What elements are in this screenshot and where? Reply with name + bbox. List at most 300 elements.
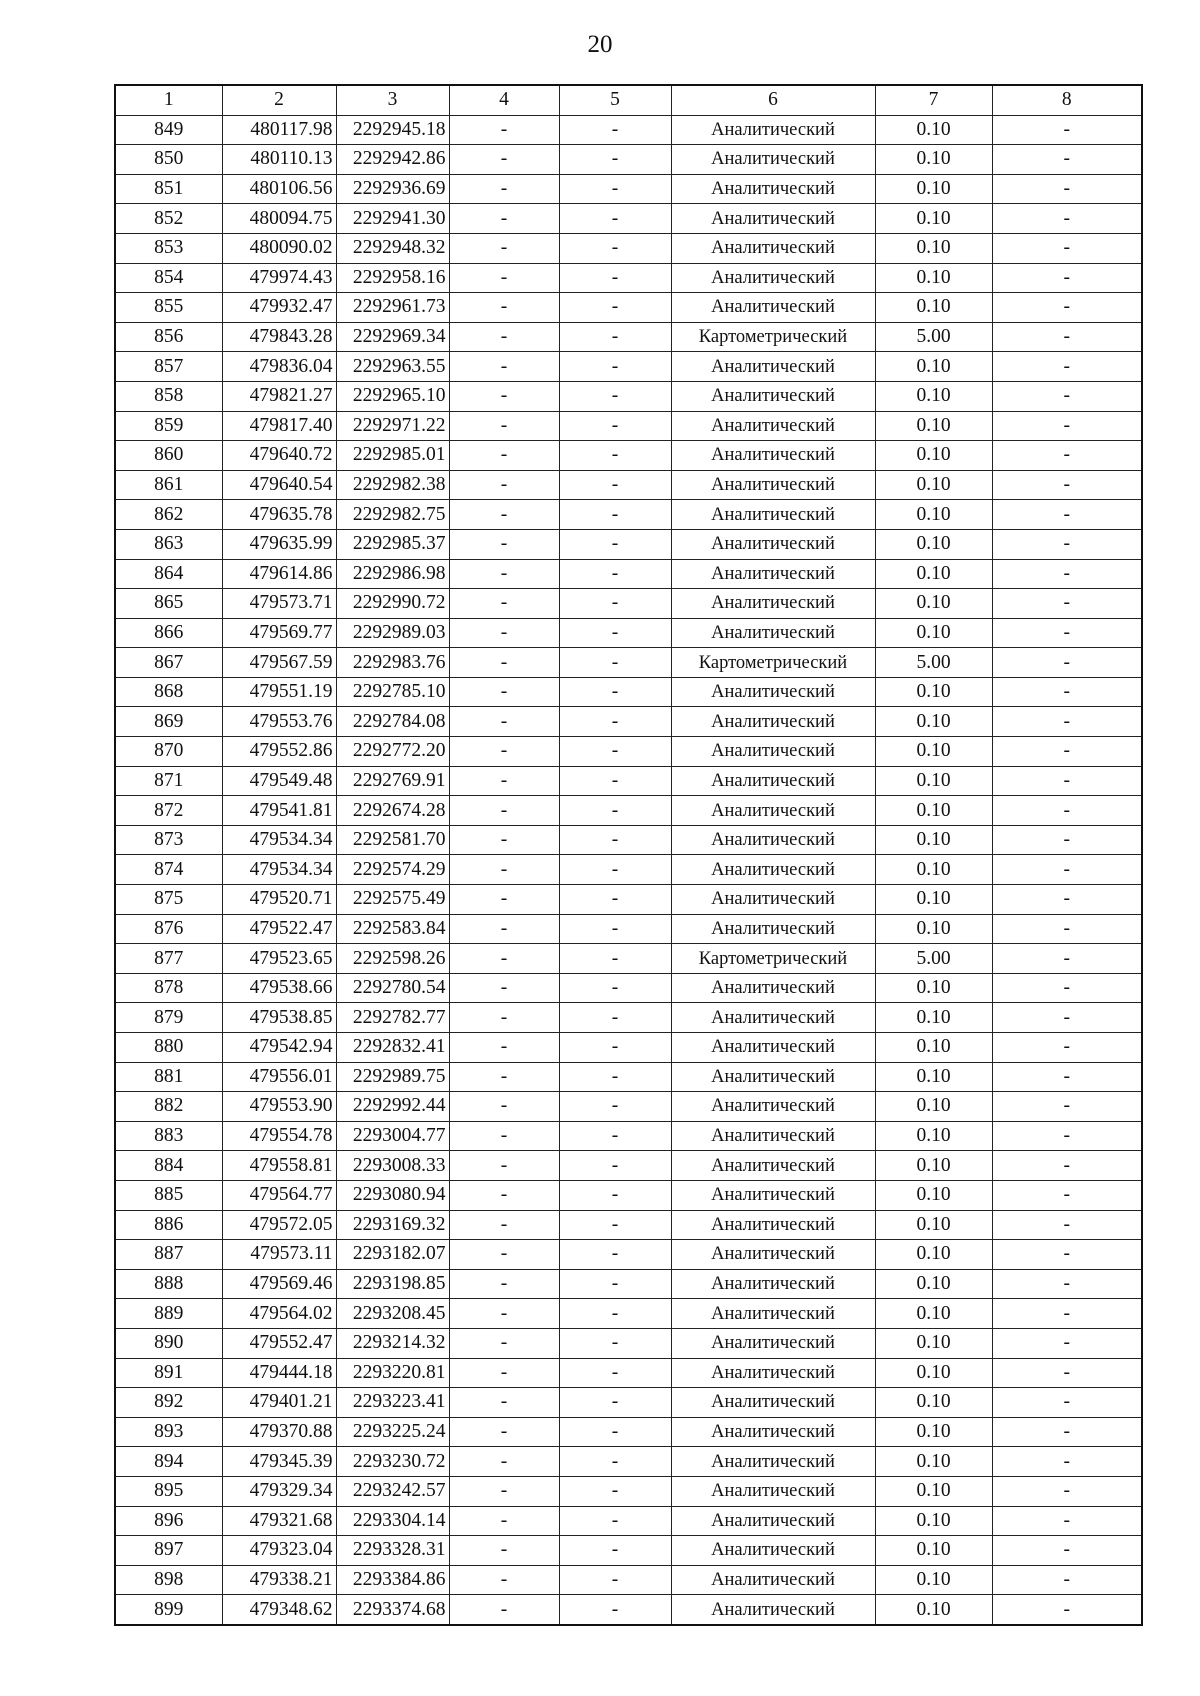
y-coordinate-cell: 2292784.08 [336,707,449,737]
column-5-cell: - [559,1180,671,1210]
x-coordinate-cell: 479323.04 [222,1536,336,1566]
x-coordinate-cell: 479556.01 [222,1062,336,1092]
x-coordinate-cell: 480106.56 [222,174,336,204]
point-number-cell: 877 [115,944,222,974]
accuracy-cell: 0.10 [875,1417,992,1447]
y-coordinate-cell: 2292990.72 [336,589,449,619]
table-row [115,1240,1142,1270]
accuracy-cell: 0.10 [875,263,992,293]
column-8-cell: - [992,1210,1142,1240]
column-4-cell: - [449,914,559,944]
column-5-cell: - [559,1210,671,1240]
column-8-cell: - [992,1269,1142,1299]
y-coordinate-cell: 2293242.57 [336,1476,449,1506]
column-8-cell: - [992,1476,1142,1506]
column-8-cell: - [992,263,1142,293]
column-8-cell: - [992,441,1142,471]
accuracy-cell: 0.10 [875,1595,992,1625]
x-coordinate-cell: 479534.34 [222,855,336,885]
point-number-cell: 870 [115,737,222,767]
y-coordinate-cell: 2292936.69 [336,174,449,204]
column-8-cell: - [992,707,1142,737]
table-row [115,1269,1142,1299]
point-number-cell: 863 [115,529,222,559]
method-cell: Аналитический [671,1476,875,1506]
table-row [115,145,1142,175]
column-8-cell: - [992,677,1142,707]
accuracy-cell: 0.10 [875,885,992,915]
table-row [115,1328,1142,1358]
column-5-cell: - [559,233,671,263]
y-coordinate-cell: 2293214.32 [336,1328,449,1358]
table-row [115,1506,1142,1536]
method-cell: Аналитический [671,885,875,915]
y-coordinate-cell: 2292598.26 [336,944,449,974]
column-4-cell: - [449,1595,559,1625]
y-coordinate-cell: 2293304.14 [336,1506,449,1536]
column-4-cell: - [449,648,559,678]
accuracy-cell: 0.10 [875,381,992,411]
x-coordinate-cell: 479817.40 [222,411,336,441]
point-number-cell: 866 [115,618,222,648]
method-cell: Аналитический [671,145,875,175]
y-coordinate-cell: 2293169.32 [336,1210,449,1240]
point-number-cell: 896 [115,1506,222,1536]
column-4-cell: - [449,470,559,500]
column-5-cell: - [559,204,671,234]
column-4-cell: - [449,559,559,589]
table-row [115,1595,1142,1625]
y-coordinate-cell: 2292958.16 [336,263,449,293]
column-8-cell: - [992,618,1142,648]
column-header-1: 1 [115,85,222,115]
point-number-cell: 855 [115,293,222,323]
table-row [115,1092,1142,1122]
point-number-cell: 859 [115,411,222,441]
column-5-cell: - [559,500,671,530]
column-4-cell: - [449,1476,559,1506]
column-5-cell: - [559,1240,671,1270]
x-coordinate-cell: 479843.28 [222,322,336,352]
method-cell: Аналитический [671,618,875,648]
column-4-cell: - [449,1565,559,1595]
column-4-cell: - [449,973,559,1003]
method-cell: Аналитический [671,559,875,589]
y-coordinate-cell: 2292583.84 [336,914,449,944]
column-5-cell: - [559,145,671,175]
point-number-cell: 889 [115,1299,222,1329]
point-number-cell: 856 [115,322,222,352]
column-4-cell: - [449,381,559,411]
column-8-cell: - [992,529,1142,559]
column-5-cell: - [559,441,671,471]
y-coordinate-cell: 2293384.86 [336,1565,449,1595]
column-5-cell: - [559,174,671,204]
column-8-cell: - [992,559,1142,589]
table-body [115,115,1142,1625]
table-row [115,381,1142,411]
column-8-cell: - [992,1358,1142,1388]
y-coordinate-cell: 2293008.33 [336,1151,449,1181]
y-coordinate-cell: 2293080.94 [336,1180,449,1210]
x-coordinate-cell: 479401.21 [222,1388,336,1418]
point-number-cell: 871 [115,766,222,796]
table-row [115,973,1142,1003]
column-4-cell: - [449,233,559,263]
column-header-5: 5 [559,85,671,115]
x-coordinate-cell: 479569.77 [222,618,336,648]
column-8-cell: - [992,1536,1142,1566]
method-cell: Аналитический [671,796,875,826]
accuracy-cell: 0.10 [875,1240,992,1270]
column-8-cell: - [992,1003,1142,1033]
column-8-cell: - [992,1328,1142,1358]
x-coordinate-cell: 479551.19 [222,677,336,707]
column-4-cell: - [449,1003,559,1033]
accuracy-cell: 0.10 [875,204,992,234]
table-row [115,589,1142,619]
column-5-cell: - [559,115,671,145]
x-coordinate-cell: 479345.39 [222,1447,336,1477]
y-coordinate-cell: 2292985.37 [336,529,449,559]
column-5-cell: - [559,529,671,559]
column-8-cell: - [992,115,1142,145]
column-4-cell: - [449,1328,559,1358]
table-row [115,707,1142,737]
column-8-cell: - [992,1565,1142,1595]
point-number-cell: 897 [115,1536,222,1566]
table-row [115,1417,1142,1447]
column-5-cell: - [559,1388,671,1418]
point-number-cell: 881 [115,1062,222,1092]
point-number-cell: 860 [115,441,222,471]
x-coordinate-cell: 479573.11 [222,1240,336,1270]
y-coordinate-cell: 2293230.72 [336,1447,449,1477]
column-4-cell: - [449,618,559,648]
method-cell: Аналитический [671,500,875,530]
column-8-cell: - [992,204,1142,234]
column-5-cell: - [559,1003,671,1033]
column-5-cell: - [559,1151,671,1181]
method-cell: Аналитический [671,411,875,441]
column-4-cell: - [449,1121,559,1151]
x-coordinate-cell: 480094.75 [222,204,336,234]
x-coordinate-cell: 480090.02 [222,233,336,263]
accuracy-cell: 0.10 [875,825,992,855]
x-coordinate-cell: 480117.98 [222,115,336,145]
column-5-cell: - [559,1328,671,1358]
accuracy-cell: 0.10 [875,1565,992,1595]
method-cell: Аналитический [671,1595,875,1625]
column-8-cell: - [992,500,1142,530]
method-cell: Аналитический [671,381,875,411]
point-number-cell: 892 [115,1388,222,1418]
y-coordinate-cell: 2292780.54 [336,973,449,1003]
column-4-cell: - [449,352,559,382]
x-coordinate-cell: 479572.05 [222,1210,336,1240]
table-row [115,1151,1142,1181]
table-row [115,1536,1142,1566]
column-8-cell: - [992,293,1142,323]
x-coordinate-cell: 479329.34 [222,1476,336,1506]
accuracy-cell: 0.10 [875,411,992,441]
accuracy-cell: 0.10 [875,766,992,796]
column-5-cell: - [559,1447,671,1477]
accuracy-cell: 0.10 [875,1121,992,1151]
point-number-cell: 895 [115,1476,222,1506]
column-4-cell: - [449,825,559,855]
column-8-cell: - [992,1447,1142,1477]
column-8-cell: - [992,1062,1142,1092]
method-cell: Аналитический [671,737,875,767]
method-cell: Аналитический [671,1447,875,1477]
point-number-cell: 894 [115,1447,222,1477]
y-coordinate-cell: 2293182.07 [336,1240,449,1270]
method-cell: Аналитический [671,1151,875,1181]
method-cell: Аналитический [671,174,875,204]
y-coordinate-cell: 2292971.22 [336,411,449,441]
column-4-cell: - [449,1151,559,1181]
column-5-cell: - [559,737,671,767]
method-cell: Картометрический [671,944,875,974]
column-8-cell: - [992,381,1142,411]
column-5-cell: - [559,1595,671,1625]
method-cell: Аналитический [671,1180,875,1210]
column-5-cell: - [559,677,671,707]
column-5-cell: - [559,914,671,944]
accuracy-cell: 0.10 [875,973,992,1003]
accuracy-cell: 0.10 [875,737,992,767]
accuracy-cell: 0.10 [875,1151,992,1181]
accuracy-cell: 0.10 [875,707,992,737]
column-header-6: 6 [671,85,875,115]
column-5-cell: - [559,825,671,855]
column-4-cell: - [449,263,559,293]
method-cell: Аналитический [671,1536,875,1566]
method-cell: Аналитический [671,1003,875,1033]
column-5-cell: - [559,1033,671,1063]
column-8-cell: - [992,1299,1142,1329]
column-8-cell: - [992,973,1142,1003]
accuracy-cell: 0.10 [875,352,992,382]
table-row [115,293,1142,323]
column-5-cell: - [559,796,671,826]
column-4-cell: - [449,944,559,974]
method-cell: Аналитический [671,1506,875,1536]
column-5-cell: - [559,648,671,678]
column-8-cell: - [992,825,1142,855]
point-number-cell: 898 [115,1565,222,1595]
column-8-cell: - [992,796,1142,826]
header-row [115,85,1142,115]
column-8-cell: - [992,855,1142,885]
point-number-cell: 851 [115,174,222,204]
method-cell: Аналитический [671,1210,875,1240]
table-row [115,737,1142,767]
table-row [115,1565,1142,1595]
table-row [115,1388,1142,1418]
column-5-cell: - [559,1417,671,1447]
column-8-cell: - [992,1506,1142,1536]
table-row [115,944,1142,974]
column-4-cell: - [449,677,559,707]
table-row [115,1299,1142,1329]
accuracy-cell: 0.10 [875,1447,992,1477]
column-8-cell: - [992,914,1142,944]
point-number-cell: 893 [115,1417,222,1447]
column-5-cell: - [559,973,671,1003]
column-8-cell: - [992,145,1142,175]
column-4-cell: - [449,174,559,204]
method-cell: Аналитический [671,1033,875,1063]
column-5-cell: - [559,885,671,915]
x-coordinate-cell: 479534.34 [222,825,336,855]
column-5-cell: - [559,618,671,648]
accuracy-cell: 0.10 [875,677,992,707]
column-5-cell: - [559,589,671,619]
x-coordinate-cell: 479538.85 [222,1003,336,1033]
y-coordinate-cell: 2292965.10 [336,381,449,411]
x-coordinate-cell: 479635.78 [222,500,336,530]
accuracy-cell: 0.10 [875,145,992,175]
accuracy-cell: 0.10 [875,293,992,323]
x-coordinate-cell: 479573.71 [222,589,336,619]
accuracy-cell: 0.10 [875,1476,992,1506]
accuracy-cell: 0.10 [875,1388,992,1418]
x-coordinate-cell: 479523.65 [222,944,336,974]
column-5-cell: - [559,293,671,323]
y-coordinate-cell: 2292982.75 [336,500,449,530]
y-coordinate-cell: 2293223.41 [336,1388,449,1418]
x-coordinate-cell: 479444.18 [222,1358,336,1388]
x-coordinate-cell: 479522.47 [222,914,336,944]
table-row [115,825,1142,855]
method-cell: Аналитический [671,1299,875,1329]
column-header-7: 7 [875,85,992,115]
x-coordinate-cell: 479640.72 [222,441,336,471]
column-5-cell: - [559,470,671,500]
accuracy-cell: 0.10 [875,914,992,944]
column-8-cell: - [992,1151,1142,1181]
column-4-cell: - [449,1358,559,1388]
table-row [115,1062,1142,1092]
column-header-3: 3 [336,85,449,115]
column-5-cell: - [559,1092,671,1122]
point-number-cell: 852 [115,204,222,234]
y-coordinate-cell: 2292942.86 [336,145,449,175]
method-cell: Аналитический [671,855,875,885]
column-8-cell: - [992,885,1142,915]
table-row [115,1447,1142,1477]
point-number-cell: 854 [115,263,222,293]
point-number-cell: 865 [115,589,222,619]
method-cell: Аналитический [671,1092,875,1122]
y-coordinate-cell: 2292785.10 [336,677,449,707]
table-row [115,914,1142,944]
table-row [115,618,1142,648]
point-number-cell: 878 [115,973,222,1003]
column-8-cell: - [992,470,1142,500]
y-coordinate-cell: 2292948.32 [336,233,449,263]
method-cell: Аналитический [671,115,875,145]
column-5-cell: - [559,381,671,411]
y-coordinate-cell: 2292982.38 [336,470,449,500]
x-coordinate-cell: 479520.71 [222,885,336,915]
column-5-cell: - [559,263,671,293]
y-coordinate-cell: 2293225.24 [336,1417,449,1447]
column-4-cell: - [449,1536,559,1566]
y-coordinate-cell: 2292989.03 [336,618,449,648]
table-row [115,233,1142,263]
column-8-cell: - [992,322,1142,352]
method-cell: Аналитический [671,1269,875,1299]
accuracy-cell: 5.00 [875,322,992,352]
accuracy-cell: 0.10 [875,1506,992,1536]
column-4-cell: - [449,1180,559,1210]
point-number-cell: 890 [115,1328,222,1358]
method-cell: Аналитический [671,470,875,500]
method-cell: Аналитический [671,707,875,737]
table-row [115,796,1142,826]
x-coordinate-cell: 479558.81 [222,1151,336,1181]
column-8-cell: - [992,737,1142,767]
x-coordinate-cell: 479348.62 [222,1595,336,1625]
x-coordinate-cell: 479321.68 [222,1506,336,1536]
table-row [115,855,1142,885]
accuracy-cell: 0.10 [875,855,992,885]
column-5-cell: - [559,1299,671,1329]
column-8-cell: - [992,1240,1142,1270]
column-4-cell: - [449,1062,559,1092]
column-4-cell: - [449,1092,559,1122]
accuracy-cell: 0.10 [875,618,992,648]
x-coordinate-cell: 479542.94 [222,1033,336,1063]
column-5-cell: - [559,1536,671,1566]
column-5-cell: - [559,1476,671,1506]
column-4-cell: - [449,855,559,885]
column-4-cell: - [449,1033,559,1063]
point-number-cell: 887 [115,1240,222,1270]
column-4-cell: - [449,115,559,145]
table-row [115,1210,1142,1240]
column-4-cell: - [449,1506,559,1536]
point-number-cell: 875 [115,885,222,915]
y-coordinate-cell: 2292992.44 [336,1092,449,1122]
method-cell: Аналитический [671,233,875,263]
column-4-cell: - [449,1447,559,1477]
x-coordinate-cell: 479538.66 [222,973,336,1003]
column-5-cell: - [559,707,671,737]
y-coordinate-cell: 2292574.29 [336,855,449,885]
column-5-cell: - [559,1358,671,1388]
point-number-cell: 853 [115,233,222,263]
point-number-cell: 872 [115,796,222,826]
table-row [115,559,1142,589]
column-5-cell: - [559,1506,671,1536]
point-number-cell: 858 [115,381,222,411]
accuracy-cell: 0.10 [875,1062,992,1092]
method-cell: Аналитический [671,1240,875,1270]
table-row [115,174,1142,204]
y-coordinate-cell: 2292969.34 [336,322,449,352]
x-coordinate-cell: 479614.86 [222,559,336,589]
x-coordinate-cell: 479932.47 [222,293,336,323]
y-coordinate-cell: 2292989.75 [336,1062,449,1092]
y-coordinate-cell: 2292772.20 [336,737,449,767]
accuracy-cell: 0.10 [875,500,992,530]
column-8-cell: - [992,1595,1142,1625]
method-cell: Аналитический [671,1121,875,1151]
